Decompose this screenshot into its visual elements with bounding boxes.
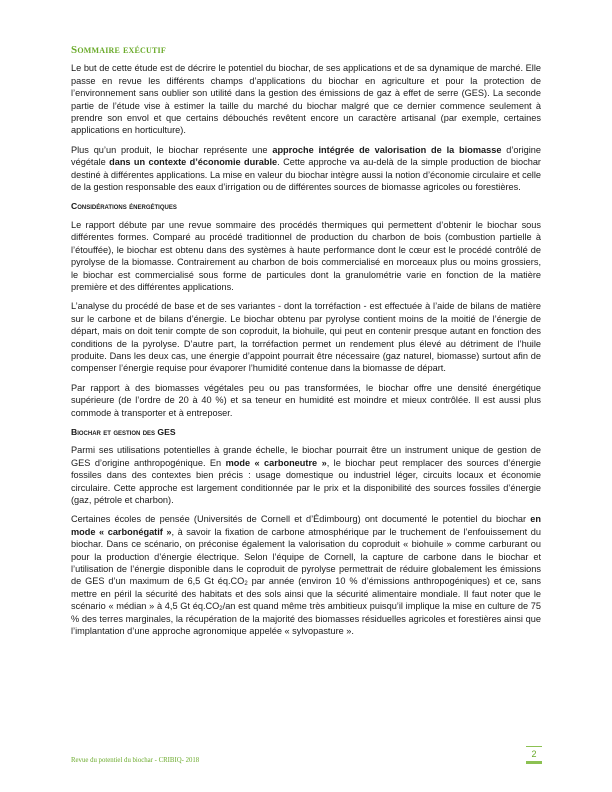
footer-text: Revue du potentiel du biochar - CRIBIQ- 2018 (71, 757, 200, 764)
page-number-bottom-bar (526, 761, 542, 764)
section-title: Sommaire exécutif (71, 44, 166, 56)
subsection-title-energy: Considérations énergétiques (71, 201, 177, 212)
text-run: d’origine végétale (71, 144, 541, 168)
intro-paragraph-2 (71, 144, 541, 194)
bold-text-run: en mode « carbonégatif » (71, 514, 541, 537)
text-run: Certaines écoles de pensée (Universités de Cornell et d’Édimbourg) ont documenté le potentiel du biochar (71, 514, 531, 525)
bold-text-run: approche intégrée de valorisation de la biomasse (272, 144, 502, 155)
text-run: Parmi ses utilisations potentielles à grande échelle, le biochar pourrait être un instrument unique de gestion de GES d’origine anthropogénique. En (71, 445, 541, 468)
energy-paragraph-3: Par rapport à des biomasses végétales peu ou pas transformées, le biochar offre une densité énergétique supérieure (de l’ordre de 20 à 40 %) et sa teneur en humidité est moindre et mieux contrôlée. Il est aussi plus commode à transporter et à entreposer. (71, 382, 541, 418)
ges-paragraph-2 (71, 513, 541, 637)
intro-paragraph-1: Le but de cette étude est de décrire le potentiel du biochar, de ses applications et de sa dynamique de marché. Elle passe en revue les différents champs d’applications du biochar en agriculture et pour la protection de l’environnement sans oublier son utilité dans la gestion des émissions de gaz à effet de serre (GES). La seconde partie de l’étude vise à estimer la taille du marché du biochar malgré que ce dernier commence seulement à prendre son envol et que certains débouchés revêtent encore un caractère artisanal (par exemple, certaines applications en horticulture). (71, 63, 541, 136)
text-run: par année (environ 10 % d’émissions anthropogéniques) et ce, sans mettre en péril la sécurité des habitats et des sols ainsi que la sécurité alimentaire mondiale. Il faut noter que le scénario « médian » à 4,5 Gt éq.CO (71, 576, 541, 612)
text-run: /an est quand même très ambitieux puisqu’il implique la mise en culture de 75 % des terres marginales, la récupération de la majorité des biomasses résiduelles agricoles et forestières ainsi que l’implantation d’une approche agronomique appelée « sylvopasture ». (71, 601, 541, 637)
energy-paragraph-2: L’analyse du procédé de base et de ses variantes - dont la torréfaction - est effectuée à l’aide de bilans de matière sur le carbone et de bilans d’énergie. Le biochar obtenu par pyrolyse contient moins de la moitié de l’énergie de départ, mais on doit tenir compte de son coproduit, la biohuile, qui peut en contenir presque autant en fonction des conditions de la pyrolyse. D’autre part, la torréfaction permet un rendement plus élevé au détriment de l’huile produite. Dans les deux cas, une énergie d’appoint pourrait être nécessaire (gaz naturel, biomasse) surtout afin de compenser l’énergie requise pour évaporer l’humidité contenue dans la biomasse de départ. (71, 301, 541, 374)
ges-paragraph-1 (71, 444, 541, 506)
text-run: , à savoir la fixation de carbone atmosphérique par le truchement de l’enfouissement du biochar. Dans ce scénario, on préconise également la valorisation du coproduit « biohuile » comme carburant ou pour la production d’énergie électrique. Selon l’équipe de Cornell, la capture de carbone dans le biochar et l’utilisation de l’énergie disponible dans le coproduit de pyrolyse permettrait de réduire globalement les émissions de GES d’un maximum de 6,5 Gt éq.CO (71, 526, 541, 587)
text-run: . Cette approche va au-delà de la simple production de biochar destiné à différentes applications. La mise en valeur du biochar intègre aussi la notion d’économie circulaire et celle de la gestion responsable des eaux d’irrigation ou de différentes sources de biomasse agricoles ou forestières. (71, 157, 541, 193)
page-number-value: 2 (531, 749, 537, 759)
bold-text-run: mode « carboneutre » (225, 457, 327, 468)
subscript: 2 (244, 581, 248, 588)
text-run: Plus qu’un produit, le biochar représente une (71, 144, 273, 155)
subscript: 2 (219, 606, 223, 613)
subsection-title-ges: Biochar et gestion des GES (71, 426, 176, 437)
bold-text-run: dans un contexte d’économie durable (109, 157, 278, 168)
page-number (526, 746, 542, 764)
document-page (71, 44, 541, 644)
text-run: , le biochar peut remplacer des sources d’énergie fossiles dans des contextes bien précis : usage domestique ou industriel léger, circuits locaux et économie circulaire. Cette approche est largement conditionnée par le prix et la disponibilité des sources fossiles d’énergie (gaz, pétrole et charbon). (71, 457, 541, 505)
energy-paragraph-1: Le rapport débute par une revue sommaire des procédés thermiques qui permettent d’obtenir le biochar sous différentes formes. Comparé au procédé traditionnel de production du charbon de bois (combustion partielle à l’étouffée), le biochar est obtenu dans des systèmes à haute performance dont le cœur est le procédé contrôlé de pyrolyse de la biomasse. Contrairement au charbon de bois commercialisé en morceaux plus ou moins grossiers, le biochar est commercialisé sous forme de particules dont la granulométrie varie en fonction de la matière première et des différentes applications. (71, 219, 541, 292)
page-number-top-bar (526, 746, 542, 747)
